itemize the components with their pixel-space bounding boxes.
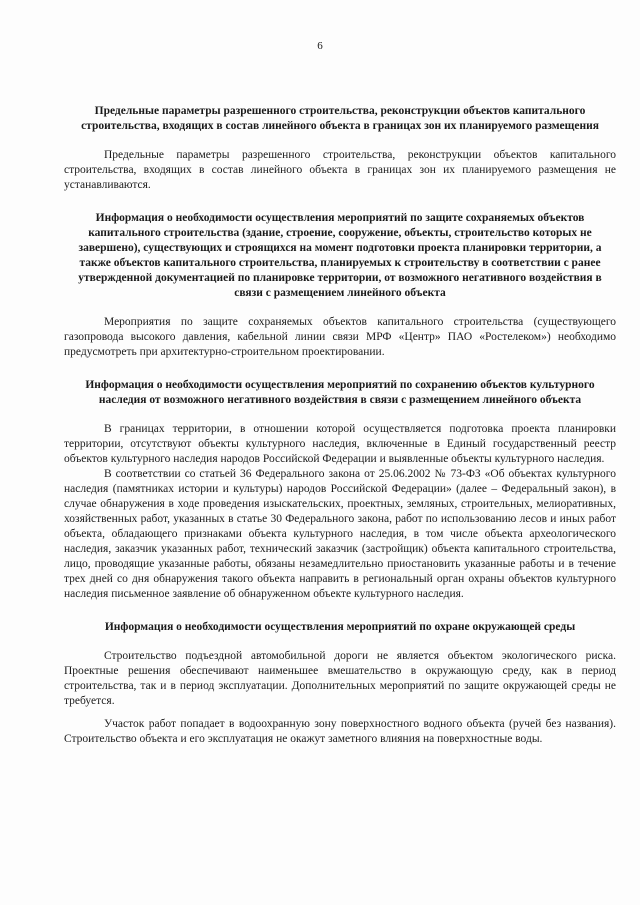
section-protection-measures	[64, 211, 616, 360]
paragraph: Мероприятия по защите сохраняемых объектов капитального строительства (существующего газопровода высокого давления, кабельной линии связи МРФ «Центр» ПАО «Ростелеком») необходимо предусмотреть при архитектурно-строительном проектировании.	[64, 316, 616, 358]
paragraph: В соответствии со статьей 36 Федерального закона от 25.06.2002 № 73-ФЗ «Об объектах культурного наследия (памятниках истории и культуры) народов Российской Федерации» (далее – Федеральный закон), в случае обнаружения в ходе проведения изыскательских, проектных, земляных, строительных, мелиоративных, хозяйственных работ, указанных в статье 30 Федерального закона, работ по использованию лесов и иных работ объекта, обладающего признаками объекта культурного наследия, в том числе объекта археологического наследия, заказчик указанных работ, технический заказчик (застройщик) объекта капитального строительства, лицо, проводящие указанные работы, обязаны незамедлительно приостановить указанные работы и в течение трех дней со дня обнаружения такого объекта направить в региональный орган охраны объектов культурного наследия письменное заявление об обнаруженном объекте культурного наследия.	[64, 468, 616, 600]
section-limit-parameters	[64, 104, 616, 193]
page-number: 6	[317, 40, 323, 52]
paragraph: Предельные параметры разрешенного строительства, реконструкции объектов капитального строительства, входящих в состав линейного объекта в границах зон их планируемого размещения не устанавливаются.	[64, 149, 616, 191]
section-heading: Предельные параметры разрешенного строительства, реконструкции объектов капитального строительства, входящих в состав линейного объекта в границах зон их планируемого размещения	[81, 105, 599, 132]
section-heading: Информация о необходимости осуществления мероприятий по сохранению объектов культурного наследия от возможного негативного воздействия в связи с размещением линейного объекта	[85, 379, 595, 406]
paragraph: В границах территории, в отношении которой осуществляется подготовка проекта планировки территории, отсутствуют объекты культурного наследия, включенные в Единый государственный реестр объектов культурного наследия народов Российской Федерации и выявленные объекты культурного наследия.	[64, 423, 616, 465]
section-heading: Информация о необходимости осуществления мероприятий по охране окружающей среды	[104, 621, 576, 633]
section-environment	[64, 620, 616, 747]
section-cultural-heritage	[64, 378, 616, 602]
paragraph: Строительство подъездной автомобильной дороги не является объектом экологического риска. Проектные решения обеспечивают наименьшее вмешательство в окружающую среду, как в период строительства, так и в период эксплуатации. Дополнительных мероприятий по защите окружающей среды не требуется.	[64, 650, 616, 707]
section-heading: Информация о необходимости осуществления мероприятий по защите сохраняемых объектов капитального строительства (здание, строение, сооружение, объекты, строительство которых не завершено), существующих и строящихся на момент подготовки проекта планировки территории, а также объектов капитального строительства, планируемых к строительству в соответствии с ранее утвержденной документацией по планировке территории, от возможного негативного воздействия в связи с размещением линейного объекта	[78, 212, 602, 299]
document-body	[64, 104, 616, 747]
paragraph: Участок работ попадает в водоохранную зону поверхностного водного объекта (ручей без названия). Строительство объекта и его эксплуатация не окажут заметного влияния на поверхностные воды.	[64, 718, 616, 745]
